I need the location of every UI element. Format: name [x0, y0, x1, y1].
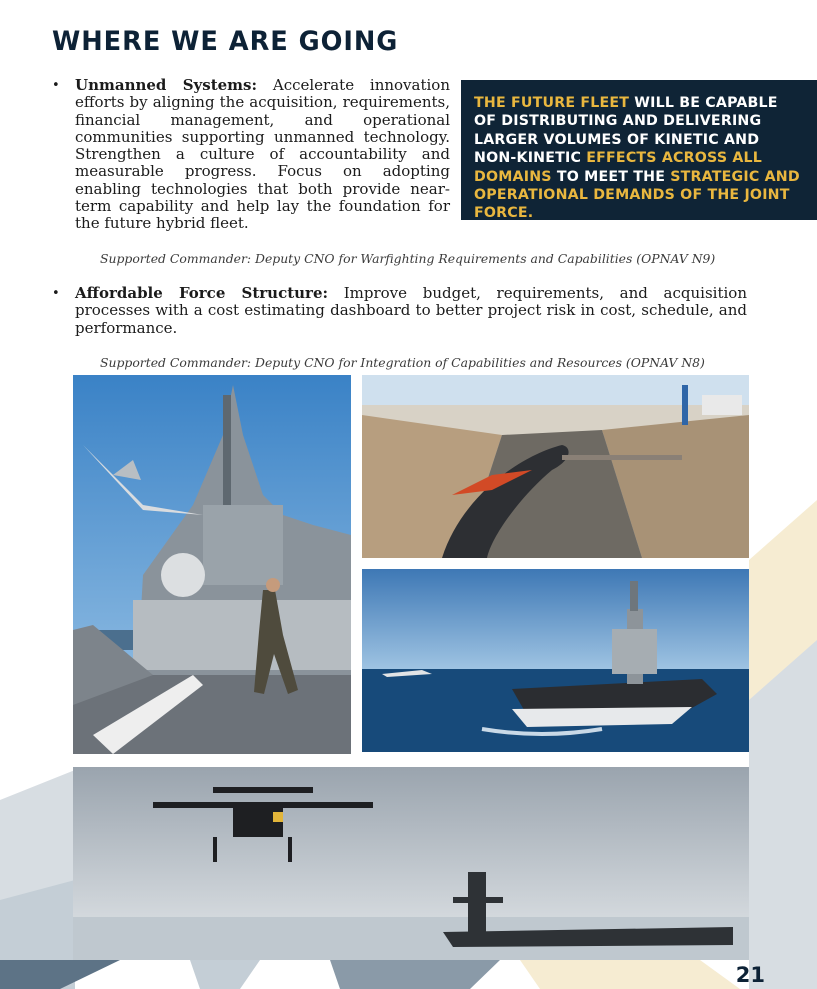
callout-segment: STRATEGIC AND OPERATIONAL DEMANDS OF THE JOINT FORCE. — [474, 168, 800, 222]
bullet-text: Improve budget, requirements, and acquisition processes with a cost estimating dashboard to better project risk in cost, schedule, and performance. — [75, 284, 747, 337]
photo-submarine-drydock — [362, 375, 749, 558]
supported-commander-n8: Supported Commander: Deputy CNO for Integration of Capabilities and Resources (OPNAV N8) — [100, 355, 705, 370]
page-title: WHERE WE ARE GOING — [52, 26, 399, 57]
future-fleet-callout — [461, 80, 817, 220]
photo-unmanned-surface-vessel — [362, 569, 749, 752]
bullet-affordable-force-structure — [52, 284, 747, 337]
bullet-heading: Unmanned Systems: — [75, 76, 258, 94]
page-number: 21 — [735, 963, 765, 987]
callout-segment: TO MEET THE — [551, 168, 671, 185]
photo-drone-over-submarine — [73, 767, 749, 960]
bullet-marker: • — [52, 286, 60, 301]
bullet-unmanned-systems — [52, 76, 450, 233]
bullet-heading: Affordable Force Structure: — [75, 284, 329, 302]
bullet-text: Accelerate innovation efforts by aligning the acquisition, requirements, financial management, and operational communities supporting unmanned technology. Strengthen a culture of accountability and measurable progress. Focus on adopting enabling technologies that both provide near-term capability and help lay the foundation for the future hybrid fleet. — [75, 76, 450, 233]
bullet-marker: • — [52, 78, 60, 93]
callout-segment: WILL BE CAPABLE OF DISTRIBUTING AND DELIVERING LARGER VOLUMES OF KINETIC AND NON-KINETIC — [474, 95, 778, 167]
callout-segment: THE FUTURE FLEET — [474, 95, 630, 111]
supported-commander-n9: Supported Commander: Deputy CNO for Warfighting Requirements and Capabilities (OPNAV N9) — [100, 251, 716, 266]
photo-drone-launch-ship — [73, 375, 351, 754]
callout-segment: EFFECTS ACROSS ALL DOMAINS — [474, 150, 763, 185]
